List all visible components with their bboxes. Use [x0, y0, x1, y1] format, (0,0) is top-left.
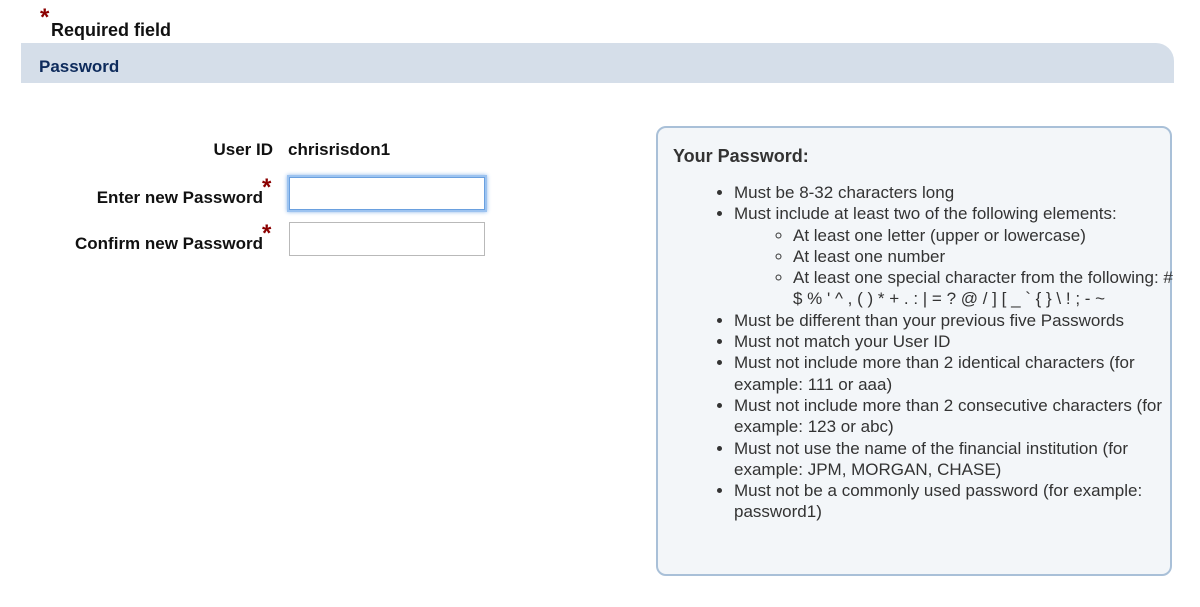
rule-item: • Must not be a commonly used password (for example: password1) — [734, 480, 1179, 523]
confirm-password-label: Confirm new Password — [75, 234, 263, 253]
rules-title: Your Password: — [673, 146, 809, 166]
rule-item: • Must not include more than 2 consecutive characters (for example: 123 or abc) — [734, 395, 1179, 438]
rule-item: • Must not include more than 2 identical characters (for example: 111 or aaa) — [734, 352, 1179, 395]
section-header — [21, 43, 1174, 83]
user-id-value: chrisrisdon1 — [288, 140, 391, 159]
password-rules-panel — [656, 126, 1172, 576]
rule-item-label: Must include at least two of the following elements: — [734, 204, 1117, 224]
rule-item — [734, 203, 1179, 309]
section-title: Password — [39, 57, 120, 76]
new-password-input[interactable] — [289, 177, 485, 210]
rule-item: • Must be 8-32 characters long — [734, 182, 1179, 203]
rule-sub-item: ◦ At least one number — [793, 246, 1179, 267]
confirm-password-required-icon: * — [262, 220, 272, 247]
confirm-password-input[interactable] — [289, 222, 485, 256]
new-password-label: Enter new Password — [96, 188, 263, 207]
required-field-legend — [38, 4, 172, 41]
rule-sub-item: ◦ At least one special character from the following: # $ % ' ^ , ( ) * + . : | = ? @ / ] [ _ ` { } \ ! ; - ~ — [793, 267, 1179, 310]
rule-item: • Must be different than your previous five Passwords — [734, 310, 1179, 331]
new-password-required-icon: * — [262, 174, 272, 201]
rule-item: • Must not match your User ID — [734, 331, 1179, 352]
rule-item: • Must not use the name of the financial institution (for example: JPM, MORGAN, CHASE) — [734, 438, 1179, 481]
required-field-label: Required field — [51, 20, 172, 40]
required-star-icon: * — [40, 4, 50, 31]
rule-sub-item: ◦ At least one letter (upper or lowercase) — [793, 225, 1179, 246]
user-id-label: User ID — [213, 140, 273, 159]
rules-list — [712, 182, 1179, 523]
rules-sublist — [734, 225, 1179, 310]
